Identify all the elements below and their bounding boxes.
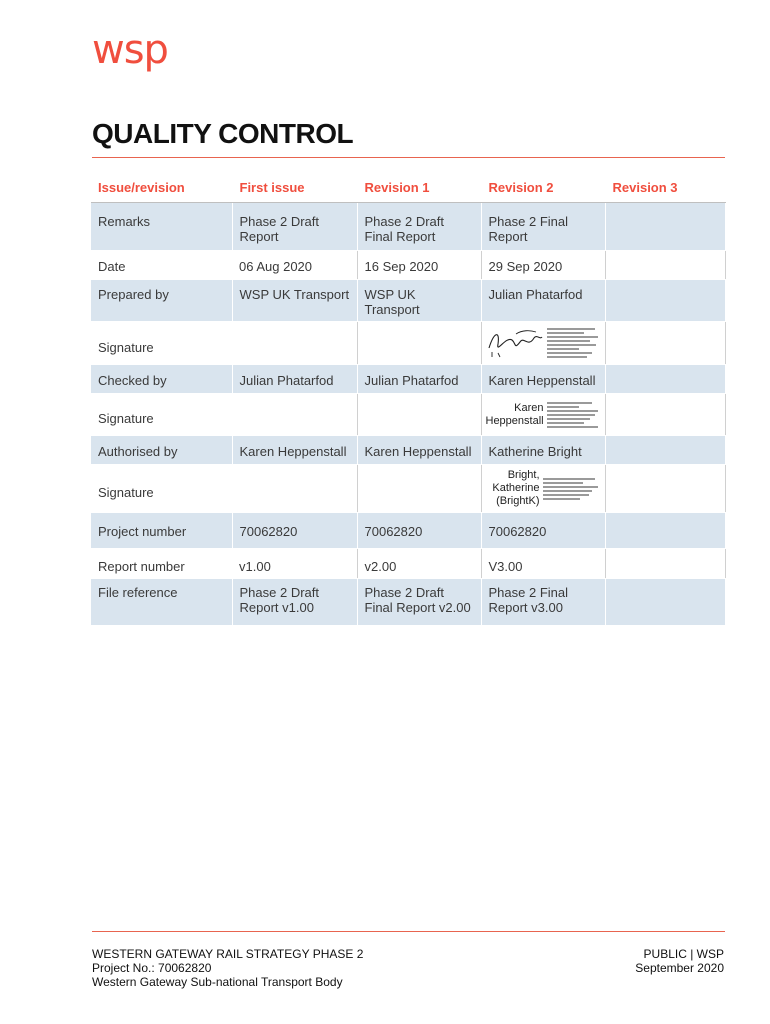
row-label: Report number <box>91 549 232 579</box>
digital-signature-details <box>543 478 601 500</box>
table-cell: 70062820 <box>357 513 481 549</box>
table-cell: Julian Phatarfod <box>357 365 481 394</box>
row-label: Project number <box>91 513 232 549</box>
digital-signature-details <box>547 328 601 358</box>
row-prepared-by <box>91 280 725 322</box>
header-first-issue: First issue <box>232 173 357 203</box>
table-cell <box>357 322 481 365</box>
table-cell: Julian Phatarfod <box>232 365 357 394</box>
signature-julian-phatarfod <box>481 322 605 365</box>
table-cell: v2.00 <box>357 549 481 579</box>
table-cell <box>605 365 725 394</box>
table-cell <box>605 280 725 322</box>
footer-divider <box>92 931 725 932</box>
row-checked-by <box>91 365 725 394</box>
table-cell: WSP UK Transport <box>232 280 357 322</box>
footer-classification: PUBLIC | WSP <box>643 947 724 961</box>
signature-katherine-bright <box>481 465 605 513</box>
table-cell: v1.00 <box>232 549 357 579</box>
table-cell: Phase 2 Final Report <box>481 203 605 251</box>
table-cell <box>357 465 481 513</box>
footer-document-title: WESTERN GATEWAY RAIL STRATEGY PHASE 2 <box>92 947 364 961</box>
footer-client: Western Gateway Sub-national Transport Body <box>92 975 343 989</box>
row-label: Signature <box>91 322 232 365</box>
row-remarks <box>91 203 725 251</box>
table-cell <box>605 394 725 436</box>
table-cell <box>232 322 357 365</box>
signature-karen-heppenstall <box>481 394 605 436</box>
row-signature-prepared <box>91 322 725 365</box>
table-cell: Phase 2 Final Report v3.00 <box>481 579 605 626</box>
handwritten-signature-icon <box>486 326 544 360</box>
row-label: Checked by <box>91 365 232 394</box>
table-cell: WSP UK Transport <box>357 280 481 322</box>
signature-name: Bright, Katherine (BrightK) <box>492 469 540 507</box>
table-cell: Phase 2 Draft Final Report <box>357 203 481 251</box>
row-date <box>91 251 725 280</box>
title-divider <box>92 157 725 158</box>
row-label: Date <box>91 251 232 280</box>
table-cell: V3.00 <box>481 549 605 579</box>
table-cell <box>605 203 725 251</box>
header-revision-1: Revision 1 <box>357 173 481 203</box>
row-label: File reference <box>91 579 232 626</box>
table-cell: Phase 2 Draft Final Report v2.00 <box>357 579 481 626</box>
row-project-number <box>91 513 725 549</box>
footer-right <box>635 947 724 975</box>
table-cell <box>605 322 725 365</box>
table-cell <box>232 465 357 513</box>
row-file-reference <box>91 579 725 626</box>
table-cell: Phase 2 Draft Report v1.00 <box>232 579 357 626</box>
footer-date: September 2020 <box>635 961 724 975</box>
table-cell <box>605 513 725 549</box>
table-cell: Karen Heppenstall <box>481 365 605 394</box>
row-label: Signature <box>91 394 232 436</box>
table-header-row <box>91 173 725 203</box>
table-cell <box>605 465 725 513</box>
table-cell: Karen Heppenstall <box>357 436 481 465</box>
footer-left <box>92 947 363 989</box>
quality-control-table <box>91 173 726 626</box>
row-label: Signature <box>91 465 232 513</box>
wsp-logo-text: wsp <box>92 27 168 73</box>
header-issue-revision: Issue/revision <box>91 173 232 203</box>
table-cell: Katherine Bright <box>481 436 605 465</box>
table-cell: 70062820 <box>232 513 357 549</box>
footer-project-number: Project No.: 70062820 <box>92 961 212 975</box>
row-signature-authorised <box>91 465 725 513</box>
table-cell: 70062820 <box>481 513 605 549</box>
table-cell <box>605 579 725 626</box>
row-label: Authorised by <box>91 436 232 465</box>
header-revision-2: Revision 2 <box>481 173 605 203</box>
row-label: Remarks <box>91 203 232 251</box>
table-cell <box>605 549 725 579</box>
row-signature-checked <box>91 394 725 436</box>
table-cell: Phase 2 Draft Report <box>232 203 357 251</box>
digital-signature-details <box>547 402 601 428</box>
table-cell: 06 Aug 2020 <box>232 251 357 280</box>
row-authorised-by <box>91 436 725 465</box>
wsp-logo <box>92 27 168 73</box>
table-cell: 16 Sep 2020 <box>357 251 481 280</box>
table-cell <box>357 394 481 436</box>
row-report-number <box>91 549 725 579</box>
header-revision-3: Revision 3 <box>605 173 725 203</box>
table-cell: Julian Phatarfod <box>481 280 605 322</box>
table-cell: Karen Heppenstall <box>232 436 357 465</box>
table-cell: 29 Sep 2020 <box>481 251 605 280</box>
row-label: Prepared by <box>91 280 232 322</box>
signature-name: Karen Heppenstall <box>485 401 544 427</box>
table-cell <box>232 394 357 436</box>
table-cell <box>605 436 725 465</box>
page-title: QUALITY CONTROL <box>92 118 354 149</box>
table-cell <box>605 251 725 280</box>
